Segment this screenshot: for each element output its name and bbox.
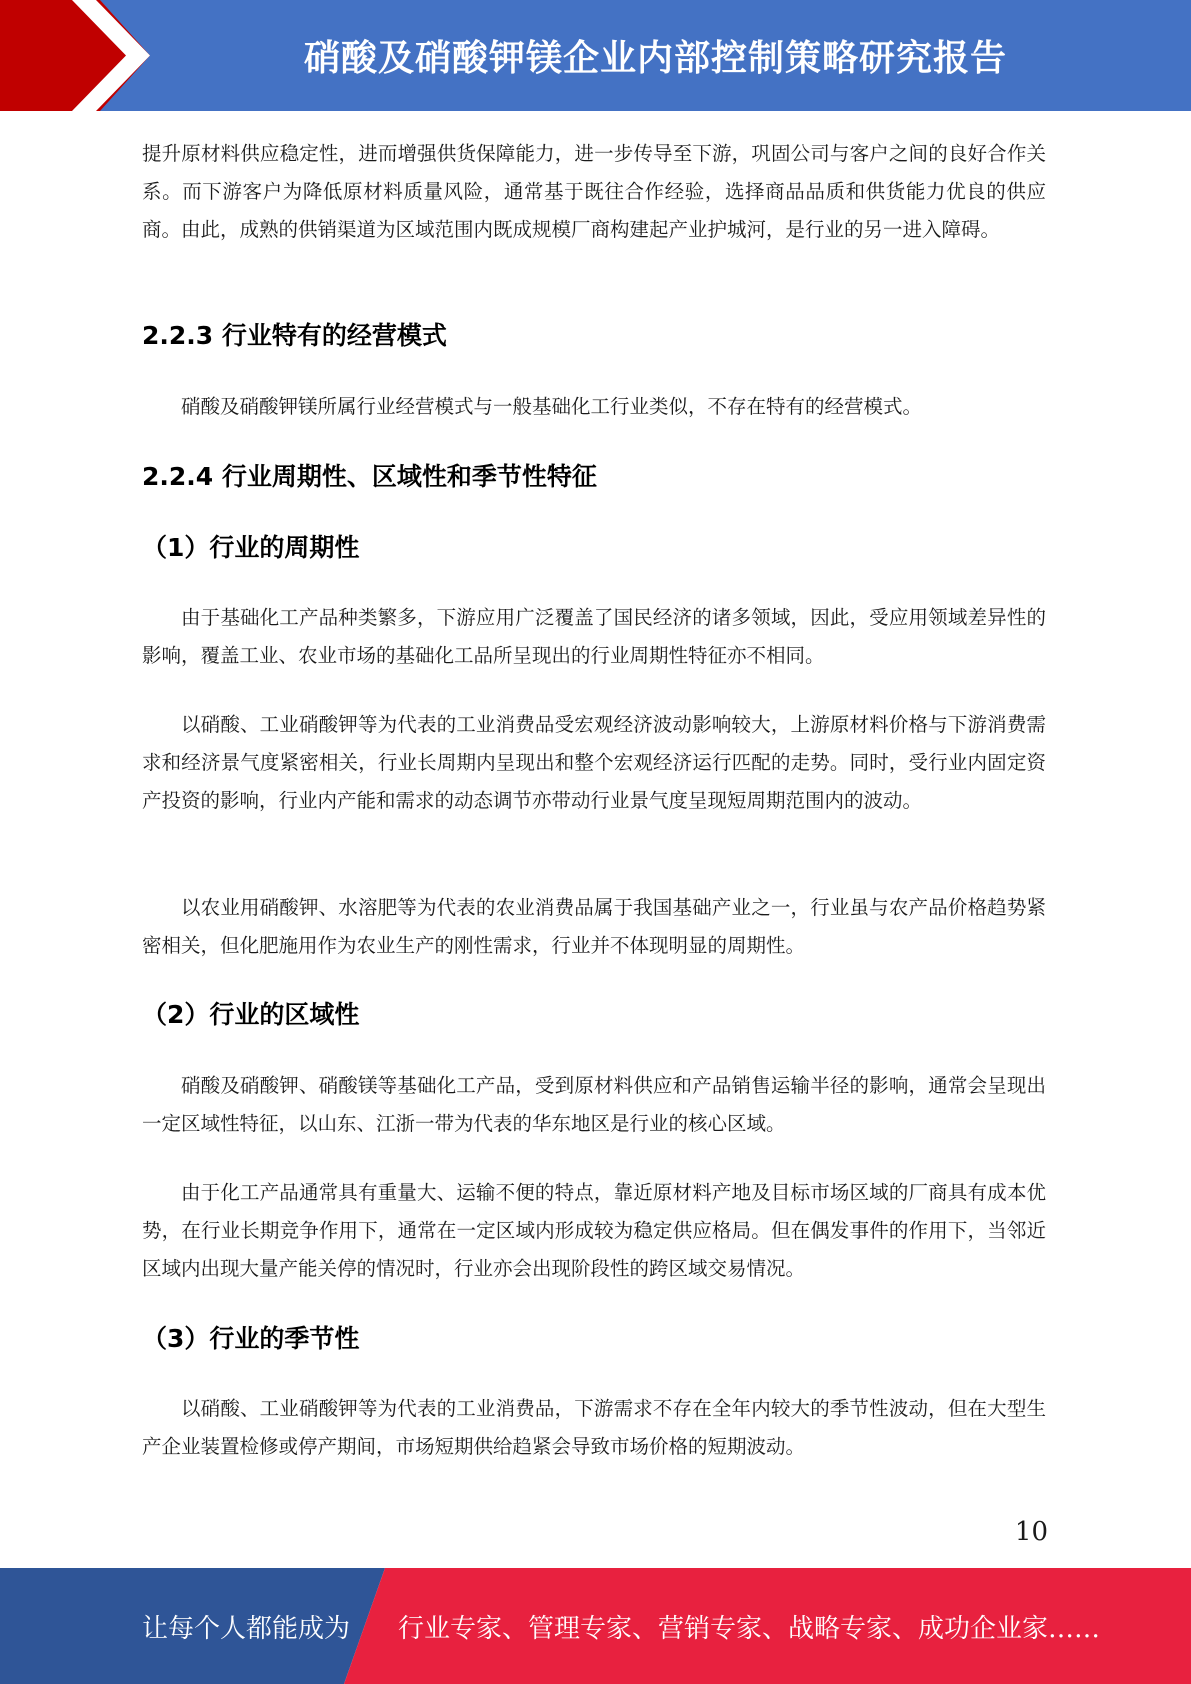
footer-slogan-right: 行业专家、管理专家、营销专家、战略专家、成功企业家…… <box>398 1613 1101 1644</box>
subheading-cyclicality: （1）行业的周期性 <box>142 533 360 562</box>
paragraph-cyclicality-3: 以农业用硝酸钾、水溶肥等为代表的农业消费品属于我国基础产业之一，行业虽与农产品价格趋势紧密相关，但化肥施用作为农业生产的刚性需求，行业并不体现明显的周期性。 <box>142 896 1046 957</box>
paragraph-cyclicality-1: 由于基础化工产品种类繁多，下游应用广泛覆盖了国民经济的诸多领域，因此，受应用领域差异性的影响，覆盖工业、农业市场的基础化工品所呈现出的行业周期性特征亦不相同。 <box>142 606 1046 667</box>
paragraph-regionality-1: 硝酸及硝酸钾、硝酸镁等基础化工产品，受到原材料供应和产品销售运输半径的影响，通常会呈现出一定区域性特征，以山东、江浙一带为代表的华东地区是行业的核心区域。 <box>142 1074 1046 1135</box>
document-title: 硝酸及硝酸钾镁企业内部控制策略研究报告 <box>303 38 1007 79</box>
footer-slogan-left: 让每个人都能成为 <box>142 1613 351 1644</box>
paragraph-operating-mode: 硝酸及硝酸钾镁所属行业经营模式与一般基础化工行业类似，不存在特有的经营模式。 <box>181 395 923 418</box>
header-banner <box>0 0 1191 111</box>
footer-banner <box>0 1568 1191 1684</box>
chevron-arrow-icon <box>0 0 160 111</box>
section-heading-2-2-4: 2.2.4 行业周期性、区域性和季节性特征 <box>142 462 597 491</box>
paragraph-cyclicality-2: 以硝酸、工业硝酸钾等为代表的工业消费品受宏观经济波动影响较大，上游原材料价格与下游消费需求和经济景气度紧密相关，行业长周期内呈现出和整个宏观经济运行匹配的走势。同时，受行业内固定资产投资的影响，行业内产能和需求的动态调节亦带动行业景气度呈现短周期范围内的波动。 <box>142 713 1046 812</box>
page-number: 10 <box>1014 1517 1048 1547</box>
paragraph-intro: 提升原材料供应稳定性，进而增强供货保障能力，进一步传导至下游，巩固公司与客户之间的良好合作关系。而下游客户为降低原材料质量风险，通常基于既往合作经验，选择商品品质和供货能力优良的供应商。由此，成熟的供销渠道为区域范围内既成规模厂商构建起产业护城河，是行业的另一进入障碍。 <box>142 142 1046 241</box>
paragraph-regionality-2: 由于化工产品通常具有重量大、运输不便的特点，靠近原材料产地及目标市场区域的厂商具有成本优势，在行业长期竞争作用下，通常在一定区域内形成较为稳定供应格局。但在偶发事件的作用下，当邻近区域内出现大量产能关停的情况时，行业亦会出现阶段性的跨区域交易情况。 <box>142 1181 1046 1280</box>
section-heading-2-2-3: 2.2.3 行业特有的经营模式 <box>142 321 447 350</box>
subheading-seasonality: （3）行业的季节性 <box>142 1324 360 1353</box>
subheading-regionality: （2）行业的区域性 <box>142 1000 360 1029</box>
paragraph-seasonality-1: 以硝酸、工业硝酸钾等为代表的工业消费品，下游需求不存在全年内较大的季节性波动，但在大型生产企业装置检修或停产期间，市场短期供给趋紧会导致市场价格的短期波动。 <box>142 1397 1046 1458</box>
